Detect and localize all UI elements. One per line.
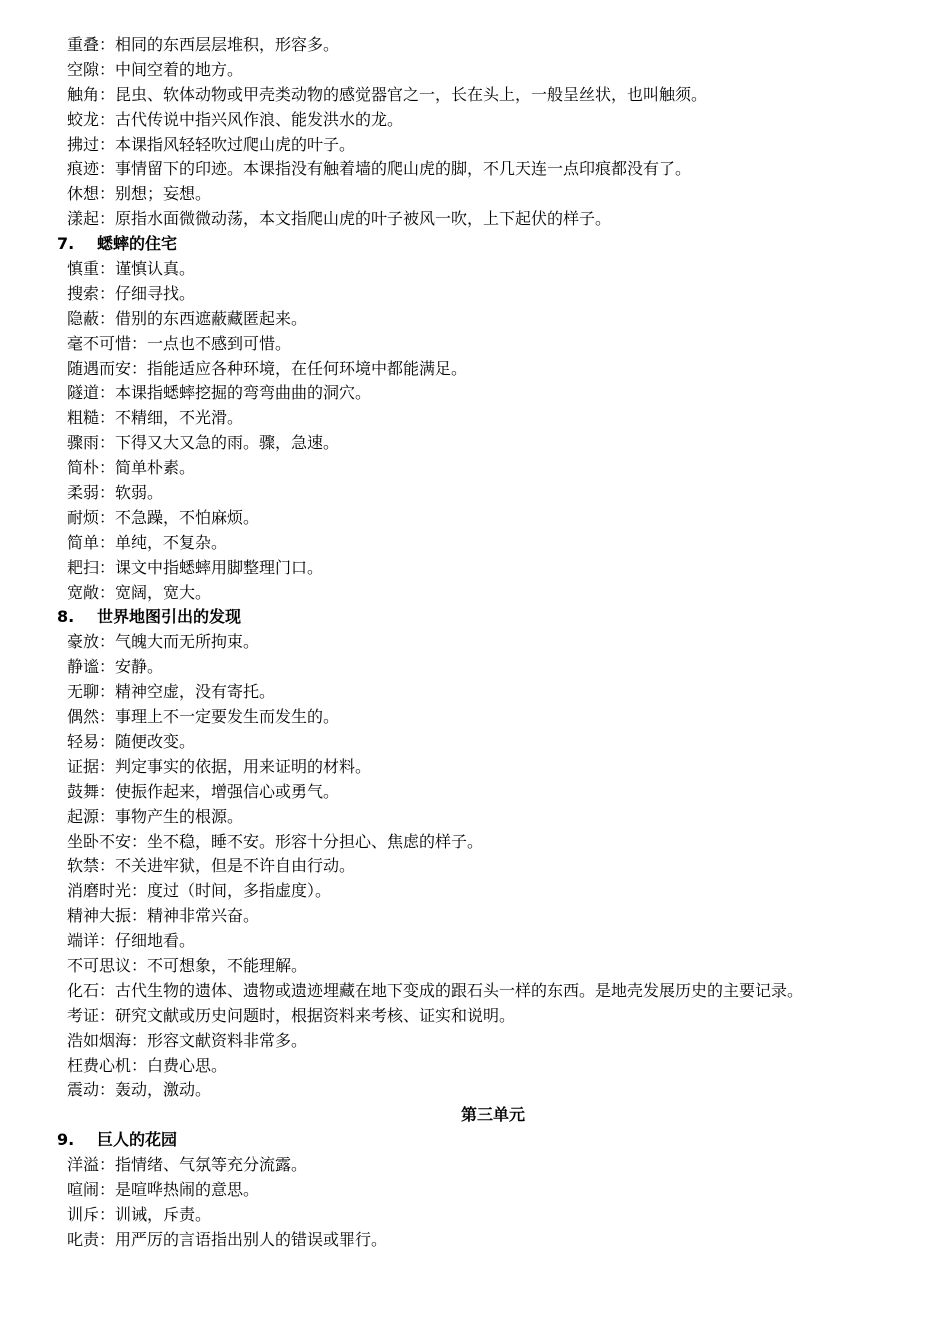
vocab-entry: 豪放：气魄大而无所拘束。 — [67, 632, 260, 652]
vocab-entry: 粗糙：不精细，不光滑。 — [67, 408, 244, 428]
vocab-entry: 轻易：随便改变。 — [67, 731, 196, 751]
vocab-entry: 软禁：不关进牢狱，但是不许自由行动。 — [67, 856, 356, 876]
vocab-entry: 蛟龙：古代传说中指兴风作浪、能发洪水的龙。 — [67, 109, 404, 129]
vocab-entry: 端详：仔细地看。 — [67, 931, 196, 951]
unit-heading: 第三单元 — [460, 1105, 525, 1125]
vocab-entry: 柔弱：软弱。 — [67, 483, 164, 503]
vocab-entry: 毫不可惜：一点也不感到可惜。 — [67, 333, 292, 353]
vocab-entry: 喧闹：是喧哗热闹的意思。 — [67, 1179, 260, 1199]
vocab-entry: 证据：判定事实的依据，用来证明的材料。 — [67, 756, 372, 776]
vocab-entry: 休想：别想；妄想。 — [67, 184, 212, 204]
vocab-entry: 叱责：用严厉的言语指出别人的错误或罪行。 — [67, 1229, 388, 1249]
vocab-entry: 隐蔽：借别的东西遮蔽藏匿起来。 — [67, 308, 308, 328]
vocab-entry: 拂过：本课指风轻轻吹过爬山虎的叶子。 — [67, 134, 356, 154]
vocab-entry: 重叠：相同的东西层层堆积，形容多。 — [67, 35, 340, 54]
vocab-entry: 随遇而安：指能适应各种环境，在任何环境中都能满足。 — [67, 358, 468, 378]
vocab-entry: 化石：古代生物的遗体、遗物或遗迹埋藏在地下变成的跟石头一样的东西。是地壳发展历史的主要记录。 — [67, 980, 804, 1000]
lesson-number: 9. — [57, 1130, 75, 1150]
vocab-entry: 鼓舞：使振作起来，增强信心或勇气。 — [67, 781, 340, 801]
vocab-entry: 痕迹：事情留下的印迹。本课指没有触着墙的爬山虎的脚，不几天连一点印痕都没有了。 — [67, 159, 692, 179]
vocab-entry: 起源：事物产生的根源。 — [67, 806, 244, 826]
vocab-entry: 静谧：安静。 — [67, 657, 164, 677]
vocab-entry: 考证：研究文献或历史问题时，根据资料来考核、证实和说明。 — [67, 1005, 516, 1025]
vocab-entry: 偶然：事理上不一定要发生而发生的。 — [67, 707, 340, 727]
lesson-heading — [0, 605, 950, 630]
vocab-entry: 慎重：谨慎认真。 — [67, 259, 196, 279]
lesson-title: 巨人的花园 — [97, 1130, 178, 1150]
lesson-number: 8. — [57, 607, 75, 627]
lesson-heading — [0, 232, 950, 257]
lesson-title: 蟋蟀的住宅 — [97, 234, 178, 254]
vocab-entry: 耐烦：不急躁，不怕麻烦。 — [67, 507, 260, 527]
vocab-entry: 耙扫：课文中指蟋蟀用脚整理门口。 — [67, 557, 324, 577]
lesson-number: 7. — [57, 234, 75, 254]
vocab-entry: 空隙：中间空着的地方。 — [67, 59, 244, 79]
vocab-entry: 无聊：精神空虚，没有寄托。 — [67, 682, 276, 702]
vocabulary-document — [0, 33, 950, 1253]
lesson-heading — [0, 1128, 950, 1153]
vocab-entry: 消磨时光：度过（时间，多指虚度）。 — [67, 881, 332, 901]
vocab-entry: 简单：单纯，不复杂。 — [67, 532, 228, 552]
vocab-entry: 坐卧不安：坐不稳，睡不安。形容十分担心、焦虑的样子。 — [67, 831, 484, 851]
vocab-entry: 训斥：训诫，斥责。 — [67, 1204, 212, 1224]
vocab-entry: 枉费心机：白费心思。 — [67, 1055, 228, 1075]
vocab-entry: 震动：轰动，激动。 — [67, 1080, 212, 1100]
vocab-entry: 宽敞：宽阔，宽大。 — [67, 582, 212, 602]
vocab-entry: 隧道：本课指蟋蟀挖掘的弯弯曲曲的洞穴。 — [67, 383, 372, 403]
lesson-title: 世界地图引出的发现 — [97, 607, 242, 627]
vocab-entry: 不可思议：不可想象，不能理解。 — [67, 955, 308, 975]
vocab-entry: 触角：昆虫、软体动物或甲壳类动物的感觉器官之一，长在头上，一般呈丝状，也叫触须。 — [67, 84, 708, 104]
vocab-entry: 简朴：简单朴素。 — [67, 458, 196, 478]
vocab-entry: 骤雨：下得又大又急的雨。骤，急速。 — [67, 433, 340, 453]
vocab-entry: 漾起：原指水面微微动荡，本文指爬山虎的叶子被风一吹，上下起伏的样子。 — [67, 209, 612, 229]
vocab-entry: 洋溢：指情绪、气氛等充分流露。 — [67, 1155, 308, 1175]
vocab-entry: 搜索：仔细寻找。 — [67, 283, 196, 303]
vocab-entry: 精神大振：精神非常兴奋。 — [67, 906, 260, 926]
vocab-entry: 浩如烟海：形容文献资料非常多。 — [67, 1030, 308, 1050]
